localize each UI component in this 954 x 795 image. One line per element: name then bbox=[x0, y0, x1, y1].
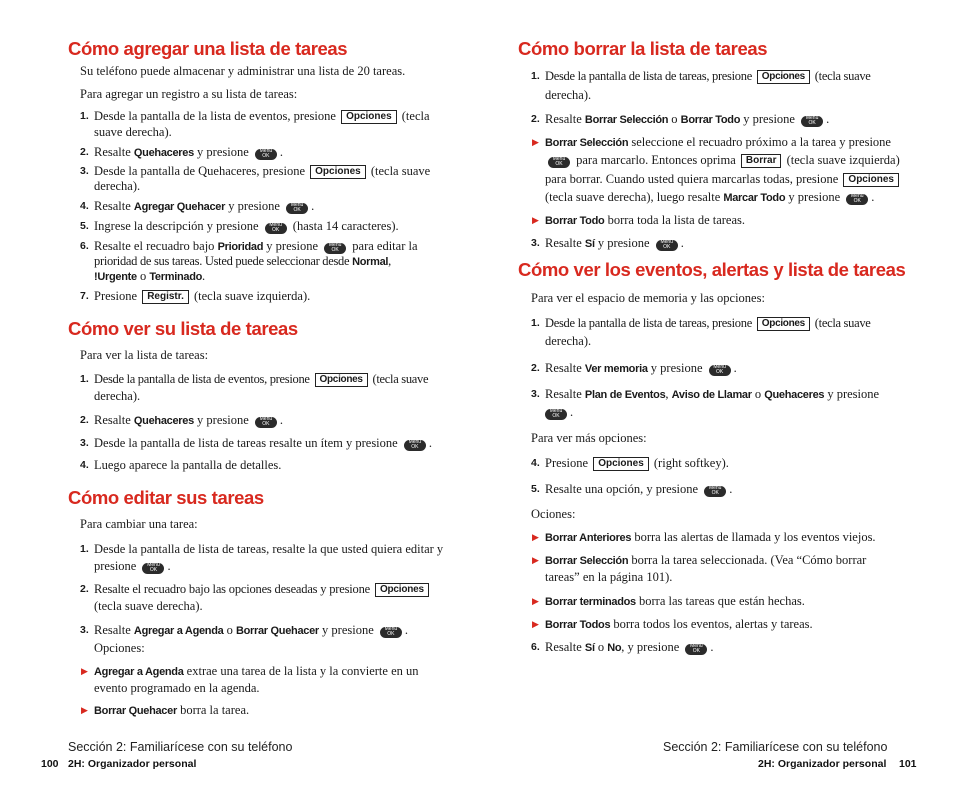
save-key: Registr. bbox=[142, 290, 189, 304]
bullet-arrow-icon: ▶ bbox=[532, 596, 539, 606]
menu-ok-key-icon: Menu OK bbox=[548, 157, 570, 168]
menu-ok-key-icon: Menu OK bbox=[255, 417, 277, 428]
step-number: 7. bbox=[80, 290, 89, 302]
step-number: 1. bbox=[80, 543, 89, 555]
step-text: Resalte Quehaceres y presione Menu OK . bbox=[94, 145, 284, 159]
step-number: 3. bbox=[80, 437, 89, 449]
step-text: prioridad de sus tareas. Usted puede seleccionar desde Normal, bbox=[94, 254, 391, 268]
paragraph: Para cambiar una tarea: bbox=[80, 517, 198, 531]
step-number: 4. bbox=[531, 457, 540, 469]
step-number: 2. bbox=[531, 362, 540, 374]
step-number: 6. bbox=[80, 240, 89, 252]
step-number: 1. bbox=[80, 373, 89, 385]
paragraph: Ociones: bbox=[531, 507, 576, 521]
bullet-text: evento programado en la agenda. bbox=[94, 681, 260, 695]
page-number: 101 bbox=[899, 758, 917, 770]
bullet-text: Borrar Todos borra todos los eventos, alertas y tareas. bbox=[545, 617, 813, 631]
menu-ok-key-icon: Menu OK bbox=[846, 194, 868, 205]
step-number: 2. bbox=[531, 113, 540, 125]
bullet-text: Menu OK para marcarlo. Entonces oprima Borrar (tecla suave izquierda) bbox=[545, 152, 900, 169]
step-text: Desde la pantalla de Quehaceres, presione Opciones (tecla suave bbox=[94, 164, 431, 178]
paragraph: Para ver el espacio de memoria y las opciones: bbox=[531, 291, 765, 305]
step-text: Presione Opciones (right softkey). bbox=[545, 456, 729, 470]
step-text: Desde la pantalla de lista de tareas, presione Opciones (tecla suave bbox=[545, 316, 871, 330]
step-number: 1. bbox=[531, 70, 540, 82]
step-number: 2. bbox=[80, 583, 89, 595]
menu-ok-key-icon: Menu OK bbox=[255, 149, 277, 160]
step-text: Resalte Agregar a Agenda o Borrar Quehacer y presione Menu OK . bbox=[94, 623, 409, 637]
step-text: Resalte el recuadro bajo las opciones deseadas y presione Opciones bbox=[94, 581, 431, 598]
options-key: Opciones bbox=[757, 317, 810, 331]
paragraph: Para ver la lista de tareas: bbox=[80, 348, 209, 362]
delete-key: Borrar bbox=[741, 154, 782, 168]
step-text: Ingrese la descripción y presione Menu OK (hasta 14 caracteres). bbox=[94, 219, 399, 233]
step-text: derecha). bbox=[545, 334, 592, 348]
step-number: 3. bbox=[80, 165, 89, 177]
bullet-text: tareas” en la página 101). bbox=[545, 570, 673, 584]
bullet-arrow-icon: ▶ bbox=[532, 619, 539, 629]
step-text: Desde la pantalla de lista de tareas, presione Opciones (tecla suave bbox=[545, 69, 871, 83]
footer-chapter: 2H: Organizador personal bbox=[68, 758, 197, 770]
step-number: 4. bbox=[80, 200, 89, 212]
bullet-text: Borrar terminados borra las tareas que están hechas. bbox=[545, 594, 805, 608]
bullet-arrow-icon: ▶ bbox=[532, 215, 539, 225]
bullet-arrow-icon: ▶ bbox=[81, 705, 88, 715]
paragraph: Para ver más opciones: bbox=[531, 431, 647, 445]
bullet-text: Borrar Todo borra toda la lista de tareas. bbox=[545, 213, 746, 227]
bullet-text: Borrar Quehacer borra la tarea. bbox=[94, 703, 250, 717]
step-text: Resalte Plan de Eventos, Aviso de Llamar o Quehaceres y presione bbox=[545, 387, 880, 401]
section-title: Cómo borrar la lista de tareas bbox=[518, 38, 768, 59]
step-number: 3. bbox=[80, 624, 89, 636]
footer-section: Sección 2: Familiarícese con su teléfono bbox=[68, 740, 293, 754]
step-text: derecha). bbox=[545, 88, 592, 102]
footer-section: Sección 2: Familiarícese con su teléfono bbox=[663, 740, 888, 754]
bullet-text: Borrar Selección borra la tarea seleccionada. (Vea “Cómo borrar bbox=[545, 553, 867, 567]
step-text: derecha). bbox=[94, 389, 141, 403]
step-text: Resalte Ver memoria y presione Menu OK . bbox=[545, 361, 737, 375]
section-title: Cómo editar sus tareas bbox=[68, 487, 264, 508]
menu-ok-key-icon: Menu OK bbox=[545, 409, 567, 420]
step-text: Desde la pantalla de lista de eventos, presione Opciones (tecla suave bbox=[94, 372, 429, 386]
menu-ok-key-icon: Menu OK bbox=[709, 365, 731, 376]
options-key: Opciones bbox=[341, 110, 397, 124]
step-number: 6. bbox=[531, 641, 540, 653]
step-number: 1. bbox=[531, 317, 540, 329]
step-number: 3. bbox=[531, 388, 540, 400]
menu-ok-key-icon: Menu OK bbox=[801, 116, 823, 127]
step-text: presione Menu OK . bbox=[94, 559, 171, 573]
step-text: Opciones: bbox=[94, 641, 145, 655]
step-text: Menu OK . bbox=[545, 404, 573, 421]
bullet-arrow-icon: ▶ bbox=[81, 666, 88, 676]
menu-ok-key-icon: Menu OK bbox=[404, 440, 426, 451]
section-title: Cómo ver los eventos, alertas y lista de tareas bbox=[518, 259, 906, 280]
step-text: Desde la pantalla de lista de tareas, resalte la que usted quiera editar y bbox=[94, 542, 444, 556]
menu-ok-key-icon: Menu OK bbox=[286, 203, 308, 214]
step-text: Resalte Sí o No, y presione Menu OK . bbox=[545, 640, 714, 654]
step-text: Resalte Borrar Selección o Borrar Todo y presione Menu OK . bbox=[545, 112, 830, 126]
paragraph: Para agregar un registro a su lista de tareas: bbox=[80, 87, 298, 101]
footer-chapter: 2H: Organizador personal bbox=[758, 758, 887, 770]
step-text: suave derecha). bbox=[94, 125, 172, 139]
bullet-text: Agregar a Agenda extrae una tarea de la lista y la convierte en un bbox=[94, 664, 419, 678]
options-key: Opciones bbox=[593, 457, 649, 471]
step-text: Resalte Sí y presione Menu OK . bbox=[545, 236, 684, 250]
step-number: 2. bbox=[80, 146, 89, 158]
step-text: Resalte el recuadro bajo Prioridad y presione Menu OK para editar la bbox=[94, 239, 418, 253]
step-number: 5. bbox=[531, 483, 540, 495]
step-number: 4. bbox=[80, 459, 89, 471]
bullet-text: Borrar Anteriores borra las alertas de llamada y los eventos viejos. bbox=[545, 530, 876, 544]
step-text: Presione Registr. (tecla suave izquierda). bbox=[94, 289, 311, 303]
step-text: derecha). bbox=[94, 179, 141, 193]
bullet-text: (tecla suave derecha), luego resalte Marcar Todo y presione Menu OK . bbox=[545, 190, 875, 204]
step-text: Resalte Agregar Quehacer y presione Menu OK . bbox=[94, 199, 315, 213]
section-title: Cómo agregar una lista de tareas bbox=[68, 38, 348, 59]
options-key: Opciones bbox=[375, 583, 429, 597]
options-key: Opciones bbox=[843, 173, 899, 187]
bullet-text: para borrar. Cuando usted quiera marcarlas todas, presione Opciones bbox=[545, 171, 901, 188]
step-text: Desde la pantalla de la lista de eventos, presione Opciones (tecla bbox=[94, 109, 430, 123]
menu-ok-key-icon: Menu OK bbox=[656, 240, 678, 251]
menu-ok-key-icon: Menu OK bbox=[324, 243, 346, 254]
menu-ok-key-icon: Menu OK bbox=[704, 486, 726, 497]
section-title: Cómo ver su lista de tareas bbox=[68, 318, 298, 339]
step-number: 5. bbox=[80, 220, 89, 232]
step-text: !Urgente o Terminado. bbox=[94, 269, 206, 283]
step-number: 1. bbox=[80, 110, 89, 122]
step-text: Resalte Quehaceres y presione Menu OK . bbox=[94, 413, 284, 427]
step-text: Luego aparece la pantalla de detalles. bbox=[94, 458, 282, 472]
bullet-arrow-icon: ▶ bbox=[532, 137, 539, 147]
menu-ok-key-icon: Menu OK bbox=[265, 223, 287, 234]
step-text: Desde la pantalla de lista de tareas resalte un ítem y presione Menu OK . bbox=[94, 436, 432, 450]
step-number: 3. bbox=[531, 237, 540, 249]
options-key: Opciones bbox=[757, 70, 810, 84]
bullet-arrow-icon: ▶ bbox=[532, 555, 539, 565]
menu-ok-key-icon: Menu OK bbox=[685, 644, 707, 655]
menu-ok-key-icon: Menu OK bbox=[142, 563, 164, 574]
options-key: Opciones bbox=[310, 165, 366, 179]
step-text: Resalte una opción, y presione Menu OK . bbox=[545, 482, 733, 496]
bullet-arrow-icon: ▶ bbox=[532, 532, 539, 542]
step-number: 2. bbox=[80, 414, 89, 426]
paragraph: Su teléfono puede almacenar y administrar una lista de 20 tareas. bbox=[80, 64, 406, 78]
step-text: (tecla suave derecha). bbox=[94, 599, 203, 613]
page-number: 100 bbox=[41, 758, 59, 770]
bullet-text: Borrar Selección seleccione el recuadro próximo a la tarea y presione bbox=[545, 135, 891, 149]
menu-ok-key-icon: Menu OK bbox=[380, 627, 402, 638]
options-key: Opciones bbox=[315, 373, 368, 387]
